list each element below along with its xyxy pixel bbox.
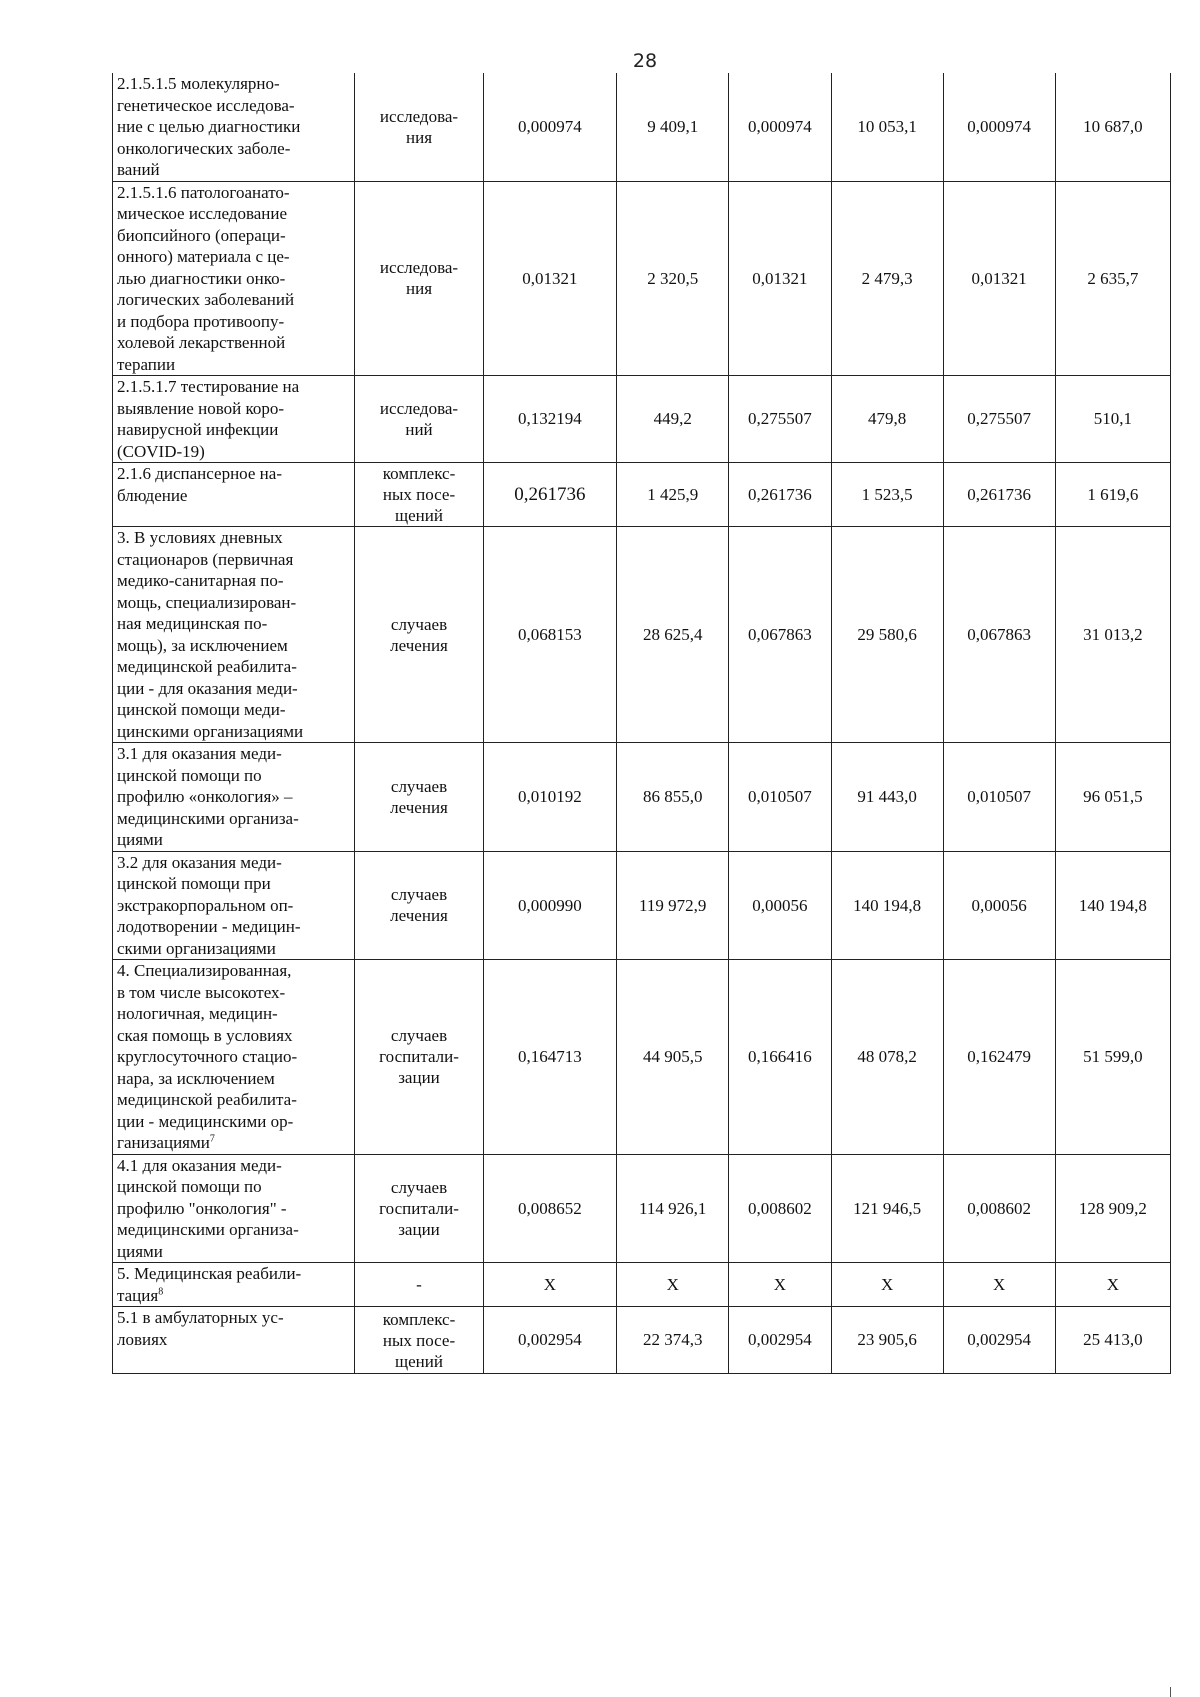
row-label-line: скими организациями [117, 938, 276, 958]
row-value: 0,010507 [729, 743, 831, 852]
row-label [113, 527, 355, 743]
row-label-line: логических заболеваний [117, 290, 295, 309]
row-value: 0,000990 [483, 851, 617, 960]
row-value: 0,002954 [943, 1307, 1055, 1374]
table-row [113, 73, 1171, 181]
row-unit [355, 743, 483, 852]
row-label-line: цинской помощи при [117, 874, 271, 893]
row-value: 0,008652 [483, 1154, 617, 1263]
row-unit-line: исследова- [379, 258, 459, 278]
row-unit-line: госпитали- [379, 1198, 459, 1218]
row-value: 1 523,5 [831, 463, 943, 527]
scan-tick [1170, 1687, 1171, 1697]
table-row [113, 181, 1171, 376]
row-unit-line: ния [406, 279, 433, 299]
row-value: X [831, 1263, 943, 1307]
row-label [113, 960, 355, 1155]
row-unit [355, 73, 483, 181]
row-value: 22 374,3 [617, 1307, 729, 1374]
row-unit [355, 376, 483, 463]
row-value: 0,162479 [943, 960, 1055, 1155]
row-unit-line: случаев [390, 885, 448, 905]
row-label-line: навирусной инфекции [117, 420, 279, 439]
row-label-line: онного) материала с це- [117, 247, 290, 266]
row-unit-line: случаев [390, 1177, 448, 1197]
row-unit-line: зации [398, 1068, 440, 1088]
row-unit [355, 1263, 483, 1307]
row-unit-line: случаев [390, 1026, 448, 1046]
table-row [113, 1154, 1171, 1263]
row-label-line: экстракорпоральном оп- [117, 895, 294, 915]
row-label-line: нологичная, медицин- [117, 1004, 278, 1023]
row-label-line: лодотворении - медицин- [117, 917, 301, 936]
row-unit-line: комплекс- [382, 1309, 456, 1329]
row-unit-line: исследова- [379, 106, 459, 126]
row-label-line: круглосуточного стацио- [117, 1047, 298, 1066]
row-label-line: ции - для оказания меди- [117, 678, 298, 698]
row-value: 44 905,5 [617, 960, 729, 1155]
row-value: 0,067863 [943, 527, 1055, 743]
row-value: 0,00056 [943, 851, 1055, 960]
row-unit-line: щений [395, 1351, 443, 1371]
row-unit-line: ных посе- [382, 485, 456, 504]
row-value: X [729, 1263, 831, 1307]
row-label-line: нара, за исключением [117, 1068, 275, 1088]
row-value: 23 905,6 [831, 1307, 943, 1374]
row-label-line: ции - медицинскими ор- [117, 1111, 294, 1131]
row-value: 114 926,1 [617, 1154, 729, 1263]
row-label-line: цинской помощи меди- [117, 700, 286, 719]
row-value: 0,00056 [729, 851, 831, 960]
row-value: 140 194,8 [1055, 851, 1170, 960]
row-value: 0,008602 [943, 1154, 1055, 1263]
row-label [113, 1307, 355, 1374]
row-unit-line: случаев [390, 614, 448, 634]
row-label-line: профилю "онкология" - [117, 1198, 287, 1218]
row-unit-line: лечения [390, 906, 448, 926]
row-label-line: 3.2 для оказания меди- [117, 852, 282, 872]
row-value: 0,132194 [483, 376, 617, 463]
norms-table [112, 73, 1171, 1374]
row-value: 1 425,9 [617, 463, 729, 527]
row-label-line: медицинской реабилита- [117, 1090, 297, 1109]
row-label-line: 5.1 в амбулаторных ус- [117, 1308, 284, 1327]
row-value: 140 194,8 [831, 851, 943, 960]
row-label-line: 4. Специализированная, [117, 961, 292, 980]
row-label-line: блюдение [117, 485, 188, 505]
row-label [113, 463, 355, 527]
table-row [113, 376, 1171, 463]
row-unit-line: исследова- [379, 399, 459, 418]
row-label-line: 2.1.5.1.6 патологоанато- [117, 182, 290, 202]
row-label-line: медицинской реабилита- [117, 657, 297, 676]
table-row [113, 1263, 1171, 1307]
table-row [113, 851, 1171, 960]
row-label-line: выявление новой коро- [117, 398, 285, 418]
row-label-line: цинской помощи по [117, 1177, 262, 1196]
row-unit-line: зации [398, 1219, 440, 1239]
row-label-line: ная медицинская по- [117, 614, 268, 633]
row-label-line: медицинскими организа- [117, 1220, 299, 1239]
row-label-line: цинскими организациями [117, 721, 304, 741]
row-label-line: стационаров (первичная [117, 549, 294, 569]
row-value: 1 619,6 [1055, 463, 1170, 527]
row-value: 48 078,2 [831, 960, 943, 1155]
row-value: 10 687,0 [1055, 73, 1170, 181]
row-unit-line: - [416, 1275, 422, 1294]
row-value: 96 051,5 [1055, 743, 1170, 852]
row-unit-line: щений [395, 506, 443, 525]
row-label-line: онкологических заболе- [117, 138, 291, 158]
row-value: 0,164713 [483, 960, 617, 1155]
row-label-line: генетическое исследова- [117, 95, 295, 115]
row-label [113, 73, 355, 181]
row-label-line: ская помощь в условиях [117, 1025, 293, 1045]
row-unit-line: ний [405, 420, 433, 439]
row-value: 479,8 [831, 376, 943, 463]
row-label-line: тация [117, 1285, 159, 1305]
row-unit [355, 1307, 483, 1374]
row-value: 0,261736 [943, 463, 1055, 527]
row-label-line: биопсийного (операци- [117, 225, 286, 245]
row-unit [355, 1154, 483, 1263]
row-label [113, 376, 355, 463]
page-number: 28 [632, 50, 658, 72]
footnote-marker: 7 [209, 1133, 215, 1145]
row-label-line: 3. В условиях дневных [117, 528, 283, 547]
row-label-line: (COVID-19) [117, 441, 205, 461]
row-label-line: и подбора противоопу- [117, 311, 285, 331]
row-label-line: 2.1.6 диспансерное на- [117, 464, 282, 483]
row-label-line: холевой лекарственной [117, 333, 286, 352]
row-value: 25 413,0 [1055, 1307, 1170, 1374]
row-value: 2 320,5 [617, 181, 729, 376]
table-row [113, 960, 1171, 1155]
row-value: 0,000974 [483, 73, 617, 181]
row-label-line: 3.1 для оказания меди- [117, 744, 282, 763]
row-unit-line: лечения [390, 797, 448, 817]
row-unit-line: комплекс- [382, 464, 456, 483]
row-value: 91 443,0 [831, 743, 943, 852]
row-label [113, 851, 355, 960]
table-row [113, 1307, 1171, 1374]
row-unit [355, 181, 483, 376]
row-value: 0,010507 [943, 743, 1055, 852]
row-value: 0,002954 [483, 1307, 617, 1374]
row-value: 0,275507 [943, 376, 1055, 463]
row-label-line: 2.1.5.1.7 тестирование на [117, 377, 300, 396]
row-label-line: лью диагностики онко- [117, 268, 286, 288]
row-value: 86 855,0 [617, 743, 729, 852]
row-value: 0,002954 [729, 1307, 831, 1374]
row-label-line: ловиях [117, 1329, 168, 1349]
row-label-line: 5. Медицинская реабили- [117, 1264, 302, 1283]
row-value: 0,166416 [729, 960, 831, 1155]
row-value: 31 013,2 [1055, 527, 1170, 743]
row-value: 0,01321 [483, 181, 617, 376]
row-label-line: 4.1 для оказания меди- [117, 1155, 282, 1175]
row-label [113, 1154, 355, 1263]
row-label-line: терапии [117, 354, 176, 374]
row-unit [355, 463, 483, 527]
row-unit-line: ных посе- [382, 1330, 456, 1350]
table-body [113, 73, 1171, 1374]
row-value: 0,261736 [483, 463, 617, 527]
row-value: 0,008602 [729, 1154, 831, 1263]
row-unit [355, 527, 483, 743]
row-unit-line: лечения [390, 635, 448, 655]
row-label-line: в том числе высокотех- [117, 982, 286, 1002]
row-label-line: медицинскими организа- [117, 808, 299, 828]
row-label-line: мическое исследование [117, 204, 288, 223]
row-value: 119 972,9 [617, 851, 729, 960]
row-label-line: цинской помощи по [117, 765, 262, 785]
row-label-line: циями [117, 830, 163, 849]
row-unit [355, 851, 483, 960]
row-label-line: ваний [117, 160, 160, 179]
row-label-line: 2.1.5.1.5 молекулярно- [117, 74, 280, 93]
row-value: 2 635,7 [1055, 181, 1170, 376]
row-unit [355, 960, 483, 1155]
table-row [113, 463, 1171, 527]
row-value: 0,068153 [483, 527, 617, 743]
row-value: 121 946,5 [831, 1154, 943, 1263]
row-value: 0,01321 [943, 181, 1055, 376]
row-unit-line: госпитали- [379, 1047, 459, 1067]
row-value: X [617, 1263, 729, 1307]
row-label-line: медико-санитарная по- [117, 571, 284, 590]
row-value: X [943, 1263, 1055, 1307]
row-label [113, 743, 355, 852]
table-row [113, 527, 1171, 743]
row-value: 128 909,2 [1055, 1154, 1170, 1263]
row-value: 0,261736 [729, 463, 831, 527]
row-value: X [483, 1263, 617, 1307]
row-value: 449,2 [617, 376, 729, 463]
row-value: 28 625,4 [617, 527, 729, 743]
row-value: 0,010192 [483, 743, 617, 852]
row-label-line: профилю «онкология» – [117, 787, 293, 806]
row-label [113, 1263, 355, 1307]
row-value: 0,067863 [729, 527, 831, 743]
row-label-line: ние с целью диагностики [117, 117, 301, 136]
row-label-line: ганизациями [117, 1133, 210, 1152]
row-value: 0,01321 [729, 181, 831, 376]
row-unit-line: случаев [390, 776, 448, 796]
row-value: 51 599,0 [1055, 960, 1170, 1155]
row-value: 0,275507 [729, 376, 831, 463]
row-value: 0,000974 [943, 73, 1055, 181]
row-label-line: мощь, специализирован- [117, 592, 297, 612]
row-value: 0,000974 [729, 73, 831, 181]
row-label-line: мощь), за исключением [117, 635, 288, 655]
row-value: 510,1 [1055, 376, 1170, 463]
row-value: 9 409,1 [617, 73, 729, 181]
scan-artifact [1063, 1687, 1083, 1697]
row-label [113, 181, 355, 376]
row-unit-line: ния [406, 127, 433, 147]
row-label-line: циями [117, 1241, 163, 1261]
row-value: 2 479,3 [831, 181, 943, 376]
row-value: 10 053,1 [831, 73, 943, 181]
row-value: X [1055, 1263, 1170, 1307]
table-row [113, 743, 1171, 852]
footnote-marker: 8 [158, 1285, 164, 1297]
row-value: 29 580,6 [831, 527, 943, 743]
